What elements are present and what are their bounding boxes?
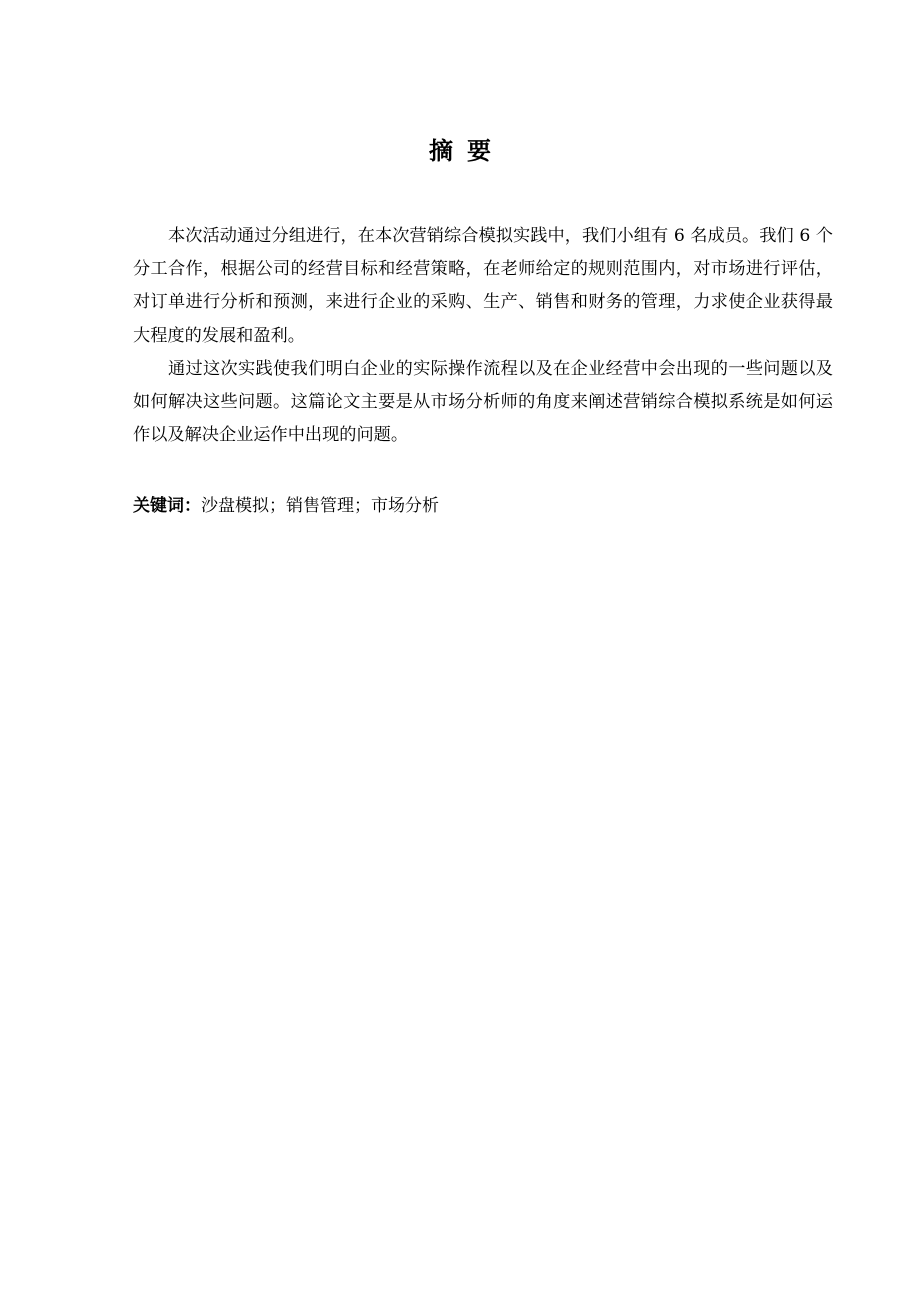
keywords-line: [133, 490, 833, 523]
abstract-body: [133, 220, 833, 452]
keywords-value: 沙盘模拟；销售管理；市场分析: [201, 496, 439, 516]
abstract-paragraph-2: 通过这次实践使我们明白企业的实际操作流程以及在企业经营中会出现的一些问题以及如何解决这些问题。这篇论文主要是从市场分析师的角度来阐述营销综合模拟系统是如何运作以及解决企业运作中出现的问题。: [133, 358, 833, 446]
abstract-title: 摘要: [429, 137, 505, 165]
abstract-paragraph-1: 本次活动通过分组进行，在本次营销综合模拟实践中，我们小组有 6 名成员。我们 6 个分工合作，根据公司的经营目标和经营策略，在老师给定的规则范围内，对市场进行评估，对订单进行分析和预测，来进行企业的采购、生产、销售和财务的管理，力求使企业获得最大程度的发展和盈利。: [133, 226, 833, 346]
keywords-label: 关键词：: [133, 496, 201, 516]
